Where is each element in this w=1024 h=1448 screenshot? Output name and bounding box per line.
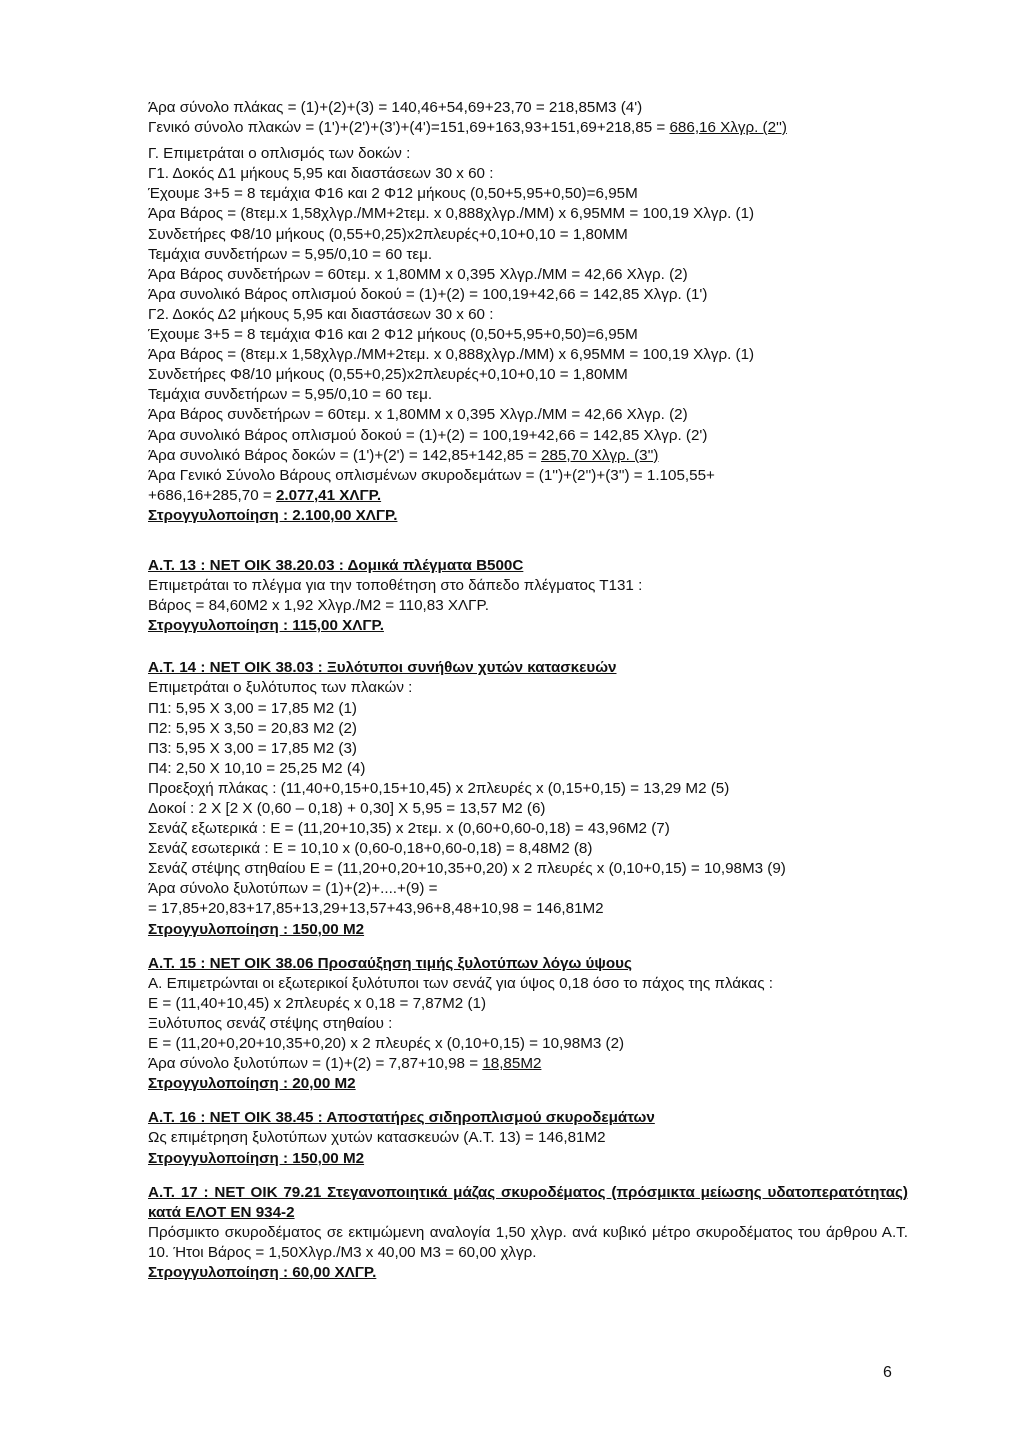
grand-total: 2.077,41 ΧΛΓΡ.: [275, 486, 382, 504]
text-line: Άρα συνολικό Βάρος οπλισμού δοκού = (1)+(2) = 100,19+42,66 = 142,85 Χλγρ. (1'): [148, 285, 708, 303]
text-line: Συνδετήρες Φ8/10 μήκους (0,55+0,25)x2πλευρές+0,10+0,10 = 1,80ΜΜ: [148, 366, 628, 384]
section-heading-text: Α.Τ. 15 : ΝΕΤ ΟΙΚ 38.06 Προσαύξηση τιμής ξυλοτύπων λόγω ύψους: [148, 954, 632, 972]
text-line: Άρα Βάρος = (8τεμ.x 1,58χλγρ./ΜΜ+2τεμ. x 0,888χλγρ./ΜΜ) x 6,95ΜΜ = 100,19 Χλγρ. (1): [148, 346, 755, 364]
text-line: Α. Επιμετρώνται οι εξωτερικοί ξυλότυποι των σενάζ για ύψος 0,18 όσο το πάχος της πλάκας :: [148, 974, 773, 992]
section-heading-13: [148, 556, 908, 576]
rounding-line: Στρογγυλοποίηση : 115,00 ΧΛΓΡ.: [148, 617, 384, 635]
text-line: Ε = (11,20+0,20+10,35+0,20) x 2 πλευρές x (0,10+0,15) = 10,98Μ3 (2): [148, 1035, 625, 1053]
section-heading-text: Α.Τ. 17 : ΝΕΤ ΟΙΚ 79.21 Στεγανοποιητικά μάζας σκυροδέματος (πρόσμικτα μείωσης υδατοπερατότητας) κατά ΕΛΟΤ ΕΝ 934-2: [148, 1183, 908, 1221]
text-line: [148, 486, 908, 506]
rounding-line: Στρογγυλοποίηση : 150,00 Μ2: [148, 920, 365, 938]
text-line: Σενάζ εξωτερικά : Ε = (11,20+10,35) x 2τεμ. x (0,60+0,60-0,18) = 43,96Μ2 (7): [148, 820, 670, 838]
text-line: Έχουμε 3+5 = 8 τεμάχια Φ16 και 2 Φ12 μήκους (0,50+5,95+0,50)=6,95Μ: [148, 326, 638, 344]
rounding-line: Στρογγυλοποίηση : 150,00 Μ2: [148, 1149, 365, 1167]
section-heading-text: Α.Τ. 16 : ΝΕΤ ΟΙΚ 38.45 : Αποστατήρες σιδηροπλισμού σκυροδεμάτων: [148, 1109, 655, 1127]
section-heading-16: [148, 1108, 908, 1128]
text-line: Έχουμε 3+5 = 8 τεμάχια Φ16 και 2 Φ12 μήκους (0,50+5,95+0,50)=6,95Μ: [148, 185, 638, 203]
section-heading-text: Α.Τ. 14 : ΝΕΤ ΟΙΚ 38.03 : Ξυλότυποι συνήθων χυτών κατασκευών: [148, 659, 617, 677]
text-run: Άρα συνολικό Βάρος δοκών = (1')+(2') = 142,85+142,85 =: [148, 446, 542, 464]
text-line: [148, 1054, 908, 1074]
text-line: Επιμετράται το πλέγμα για την τοποθέτηση στο δάπεδο πλέγματος Τ131 :: [148, 577, 643, 595]
text-line: = 17,85+20,83+17,85+13,29+13,57+43,96+8,48+10,98 = 146,81Μ2: [148, 900, 604, 918]
text-line: Άρα σύνολο πλάκας = (1)+(2)+(3) = 140,46+54,69+23,70 = 218,85Μ3 (4'): [148, 99, 643, 116]
text-line: [148, 446, 908, 466]
text-line: Άρα Βάρος = (8τεμ.x 1,58χλγρ./ΜΜ+2τεμ. x 0,888χλγρ./ΜΜ) x 6,95ΜΜ = 100,19 Χλγρ. (1): [148, 205, 755, 223]
section-heading-15: [148, 954, 908, 974]
text-line: Βάρος = 84,60Μ2 x 1,92 Χλγρ./Μ2 = 110,83 ΧΛΓΡ.: [148, 597, 489, 615]
paragraph: Πρόσμικτο σκυροδέματος σε εκτιμώμενη αναλογία 1,50 χλγρ. ανά κυβικό μέτρο σκυροδέματος του άρθρου Α.Τ. 10. Ήτοι Βάρος = 1,50Χλγρ./Μ3 x 40,00 Μ3 = 60,00 χλγρ.: [148, 1223, 908, 1261]
text-line: Π4: 2,50 Χ 10,10 = 25,25 Μ2 (4): [148, 759, 366, 777]
text-line: [148, 118, 908, 138]
text-run: Άρα σύνολο ξυλοτύπων = (1)+(2) = 7,87+10,98 =: [148, 1055, 483, 1073]
text-line: Γ2. Δοκός Δ2 μήκους 5,95 και διαστάσεων 30 x 60 :: [148, 305, 494, 323]
text-run: +686,16+285,70 =: [148, 486, 276, 504]
text-line: Επιμετράται ο ξυλότυπος των πλακών :: [148, 679, 413, 697]
text-line: Άρα Γενικό Σύνολο Βάρους οπλισμένων σκυροδεμάτων = (1'')+(2'')+(3'') = 1.105,55+: [148, 466, 715, 484]
underlined-total: 285,70 Χλγρ. (3''): [541, 446, 659, 464]
rounding-line: Στρογγυλοποίηση : 20,00 Μ2: [148, 1075, 356, 1093]
text-run: Γενικό σύνολο πλακών = (1')+(2')+(3')+(4')=151,69+163,93+151,69+218,85 =: [148, 119, 670, 137]
text-line: Άρα σύνολο ξυλοτύπων = (1)+(2)+....+(9) =: [148, 880, 438, 898]
text-line: Σενάζ εσωτερικά : Ε = 10,10 x (0,60-0,18+0,60-0,18) = 8,48Μ2 (8): [148, 840, 593, 858]
text-line: Άρα Βάρος συνδετήρων = 60τεμ. x 1,80ΜΜ x 0,395 Χλγρ./ΜΜ = 42,66 Χλγρ. (2): [148, 265, 688, 283]
rounding-line: Στρογγυλοποίηση : 60,00 ΧΛΓΡ.: [148, 1263, 377, 1281]
text-line: Ε = (11,40+10,45) x 2πλευρές x 0,18 = 7,87Μ2 (1): [148, 994, 487, 1012]
text-line: Π3: 5,95 Χ 3,00 = 17,85 Μ2 (3): [148, 739, 357, 757]
section-heading-17: [148, 1183, 908, 1223]
text-line: Π2: 5,95 Χ 3,50 = 20,83 Μ2 (2): [148, 719, 357, 737]
rounding-line: Στρογγυλοποίηση : 2.100,00 ΧΛΓΡ.: [148, 506, 398, 524]
document-body: [148, 98, 908, 1283]
text-line: Τεμάχια συνδετήρων = 5,95/0,10 = 60 τεμ.: [148, 386, 433, 404]
page-number: 6: [883, 1364, 892, 1381]
underlined-total: 686,16 Χλγρ. (2''): [669, 119, 787, 137]
text-line: Ως επιμέτρηση ξυλοτύπων χυτών κατασκευών (Α.Τ. 13) = 146,81Μ2: [148, 1129, 606, 1147]
text-line: Τεμάχια συνδετήρων = 5,95/0,10 = 60 τεμ.: [148, 245, 433, 263]
text-line: Σενάζ στέψης στηθαίου Ε = (11,20+0,20+10,35+0,20) x 2 πλευρές x (0,10+0,15) = 10,98Μ3 (9): [148, 860, 786, 878]
underlined-total: 18,85Μ2: [482, 1055, 542, 1073]
text-line: Άρα συνολικό Βάρος οπλισμού δοκού = (1)+(2) = 100,19+42,66 = 142,85 Χλγρ. (2'): [148, 426, 708, 444]
text-line: Π1: 5,95 Χ 3,00 = 17,85 Μ2 (1): [148, 699, 357, 717]
text-line: Άρα Βάρος συνδετήρων = 60τεμ. x 1,80ΜΜ x 0,395 Χλγρ./ΜΜ = 42,66 Χλγρ. (2): [148, 406, 688, 424]
section-heading-text: Α.Τ. 13 : ΝΕΤ ΟΙΚ 38.20.03 : Δομικά πλέγματα Β500C: [148, 556, 524, 574]
text-line: Προεξοχή πλάκας : (11,40+0,15+0,15+10,45) x 2πλευρές x (0,15+0,15) = 13,29 Μ2 (5): [148, 779, 730, 797]
text-line: Συνδετήρες Φ8/10 μήκους (0,55+0,25)x2πλευρές+0,10+0,10 = 1,80ΜΜ: [148, 225, 628, 243]
text-line: Δοκοί : 2 Χ [2 Χ (0,60 – 0,18) + 0,30] Χ 5,95 = 13,57 Μ2 (6): [148, 800, 546, 817]
section-heading-14: [148, 658, 908, 678]
text-line: Γ1. Δοκός Δ1 μήκους 5,95 και διαστάσεων 30 x 60 :: [148, 165, 494, 183]
text-line: Γ. Επιμετράται ο οπλισμός των δοκών :: [148, 145, 411, 163]
text-line: Ξυλότυπος σενάζ στέψης στηθαίου :: [148, 1014, 393, 1032]
